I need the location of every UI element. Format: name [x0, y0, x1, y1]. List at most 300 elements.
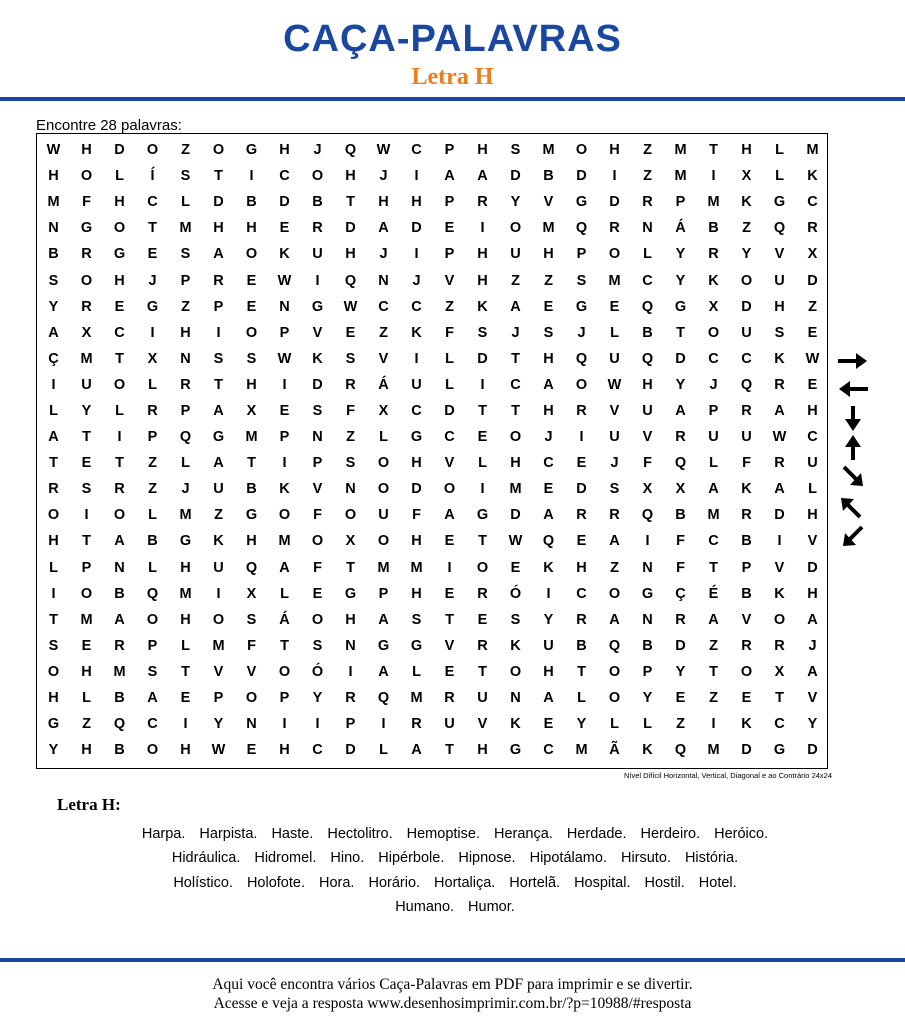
grid-cell: S [345, 350, 356, 367]
grid-cell: Á [378, 376, 389, 393]
grid-cell: T [709, 663, 718, 680]
grid-cell: O [377, 533, 390, 550]
grid-cell: N [642, 220, 653, 237]
grid-cell: E [741, 690, 752, 707]
grid-cell: C [411, 402, 422, 419]
grid-cell: C [312, 742, 323, 759]
grid-cell: H [510, 455, 521, 472]
grid-cell: B [246, 194, 257, 211]
grid-cell: P [345, 716, 356, 733]
grid-cell: T [49, 611, 58, 628]
grid-cell: G [377, 637, 390, 654]
word-list-item: Humor. [468, 898, 515, 915]
grid-cell: H [411, 194, 422, 211]
grid-cell: I [414, 246, 419, 263]
grid-cell: W [343, 298, 358, 315]
grid-cell: H [180, 559, 191, 576]
word-list-item: Hostil. [644, 874, 685, 891]
grid-cell: G [47, 716, 60, 733]
grid-cell: H [279, 742, 290, 759]
grid-cell: O [245, 690, 258, 707]
grid-cell: A [213, 455, 224, 472]
grid-cell: L [775, 142, 784, 159]
grid-cell: O [575, 142, 588, 159]
grid-cell: R [807, 220, 818, 237]
grid-cell: L [643, 246, 652, 263]
grid-cell: L [115, 168, 124, 185]
grid-cell: Q [146, 585, 159, 602]
grid-cell: O [80, 585, 93, 602]
grid-cell: D [807, 559, 818, 576]
grid-cell: U [81, 376, 92, 393]
word-list-item: Holístico. [173, 874, 233, 891]
grid-cell: T [181, 663, 190, 680]
grid-cell: M [575, 742, 588, 759]
grid-cell: L [643, 716, 652, 733]
grid-cell: P [213, 690, 224, 707]
grid-cell: R [741, 402, 752, 419]
grid-cell: V [543, 194, 554, 211]
grid-cell: A [48, 324, 59, 341]
grid-cell: A [807, 663, 818, 680]
grid-cell: O [509, 663, 522, 680]
grid-cell: H [345, 246, 356, 263]
grid-cell: T [148, 220, 157, 237]
footer-line-2: Acesse e veja a resposta www.desenhosimprimir.com.br/?p=10988/#resposta [213, 995, 692, 1012]
grid-cell: O [740, 663, 753, 680]
grid-cell: D [609, 194, 620, 211]
grid-cell: H [246, 533, 257, 550]
grid-cell: Y [642, 690, 653, 707]
grid-cell: M [509, 481, 522, 498]
grid-cell: Z [544, 272, 553, 289]
grid-cell: O [311, 533, 324, 550]
grid-cell: P [675, 194, 686, 211]
grid-cell: Q [641, 298, 654, 315]
grid-cell: U [213, 481, 224, 498]
grid-cell: Z [148, 481, 157, 498]
grid-cell: I [777, 533, 782, 550]
grid-cell: K [477, 298, 488, 315]
grid-cell: K [807, 168, 818, 185]
grid-cell: N [246, 716, 257, 733]
grid-cell: W [376, 142, 391, 159]
grid-cell: C [642, 272, 653, 289]
grid-cell: X [345, 533, 356, 550]
grid-cell: E [246, 298, 257, 315]
grid-cell: S [48, 272, 59, 289]
grid-cell: N [642, 559, 653, 576]
grid-cell: B [114, 690, 125, 707]
word-list-item: Hemoptise. [406, 826, 480, 842]
grid-cell: Y [81, 402, 92, 419]
grid-cell: I [579, 429, 584, 446]
grid-cell: O [113, 376, 126, 393]
grid-cell: H [279, 142, 290, 159]
grid-cell: R [741, 637, 752, 654]
grid-cell: Ã [609, 742, 620, 759]
grid-cell: L [82, 690, 91, 707]
grid-cell: B [741, 533, 752, 550]
grid-cell: Q [542, 533, 555, 550]
grid-cell: R [411, 716, 422, 733]
grid-cell: I [216, 585, 221, 602]
grid-cell: H [477, 272, 488, 289]
grid-cell: O [245, 246, 258, 263]
grid-cell: V [444, 455, 455, 472]
grid-cell: L [709, 455, 718, 472]
grid-cell: X [81, 324, 92, 341]
grid-cell: I [84, 507, 89, 524]
grid-cell: H [81, 142, 92, 159]
grid-cell: Q [344, 142, 357, 159]
grid-cell: D [312, 376, 323, 393]
grid-cell: E [279, 220, 290, 237]
arrow-down-left-icon [836, 524, 870, 550]
grid-cell: L [808, 481, 817, 498]
grid-cell: I [249, 168, 254, 185]
grid-cell: B [675, 507, 686, 524]
grid-cell: A [378, 611, 389, 628]
grid-cell: M [707, 507, 720, 524]
grid-cell: J [577, 324, 586, 341]
grid-cell: A [114, 611, 125, 628]
grid-cell: M [113, 663, 126, 680]
grid-cell: T [346, 194, 355, 211]
grid-cell: Z [181, 142, 190, 159]
grid-cell: R [609, 507, 620, 524]
grid-cell: S [246, 611, 257, 628]
grid-cell: E [444, 663, 455, 680]
grid-cell: U [378, 507, 389, 524]
grid-cell: I [645, 533, 650, 550]
grid-cell: D [576, 481, 587, 498]
grid-cell: I [150, 324, 155, 341]
grid-cell: U [510, 246, 521, 263]
grid-cell: V [774, 246, 785, 263]
grid-cell: B [543, 168, 554, 185]
grid-cell: F [412, 507, 421, 524]
grid-cell: Y [675, 272, 686, 289]
grid-cell: H [543, 350, 554, 367]
word-list-item: Heróico. [714, 826, 769, 842]
grid-cell: G [575, 194, 588, 211]
grid-cell: B [48, 246, 59, 263]
grid-cell: I [216, 324, 221, 341]
grid-cell: O [377, 455, 390, 472]
grid-cell: S [543, 324, 554, 341]
word-search-grid-frame [36, 133, 828, 769]
grid-cell: H [411, 533, 422, 550]
grid-cell: L [49, 559, 58, 576]
grid-cell: E [477, 611, 488, 628]
grid-cell: C [807, 194, 818, 211]
grid-cell: H [477, 142, 488, 159]
grid-cell: R [147, 402, 158, 419]
grid-cell: Q [641, 507, 654, 524]
grid-cell: O [509, 429, 522, 446]
grid-cell: M [245, 429, 258, 446]
grid-cell: E [312, 585, 323, 602]
grid-cell: L [610, 716, 619, 733]
grid-cell: L [49, 402, 58, 419]
grid-cell: B [576, 637, 587, 654]
grid-cell: O [311, 611, 324, 628]
grid-cell: B [642, 637, 653, 654]
grid-cell: O [146, 742, 159, 759]
grid-cell: O [509, 220, 522, 237]
grid-cell: P [147, 429, 158, 446]
grid-cell: H [180, 611, 191, 628]
grid-cell: N [48, 220, 59, 237]
grid-cell: R [774, 455, 785, 472]
grid-cell: T [511, 350, 520, 367]
grid-cell: Z [181, 298, 190, 315]
grid-cell: O [608, 585, 621, 602]
grid-cell: L [478, 455, 487, 472]
grid-cell: O [113, 507, 126, 524]
grid-cell: O [608, 246, 621, 263]
grid-cell: W [277, 272, 292, 289]
grid-cell: E [543, 481, 554, 498]
grid-cell: T [478, 533, 487, 550]
grid-cell: O [377, 481, 390, 498]
grid-cell: A [708, 611, 719, 628]
grid-cell: M [179, 507, 192, 524]
grid-cell: E [609, 298, 620, 315]
grid-cell: I [480, 376, 485, 393]
grid-cell: I [711, 168, 716, 185]
grid-cell: A [378, 220, 389, 237]
grid-cell: G [509, 742, 522, 759]
grid-cell: D [345, 742, 356, 759]
grid-cell: M [212, 637, 225, 654]
grid-cell: C [279, 168, 290, 185]
grid-cell: T [280, 637, 289, 654]
grid-cell: D [477, 350, 488, 367]
grid-cell: D [345, 220, 356, 237]
grid-cell: M [179, 220, 192, 237]
grid-cell: E [510, 559, 521, 576]
grid-cell: T [346, 559, 355, 576]
grid-cell: Q [113, 716, 126, 733]
grid-cell: M [278, 533, 291, 550]
grid-cell: O [278, 663, 291, 680]
grid-cell: A [774, 402, 785, 419]
grid-cell: P [180, 402, 191, 419]
word-list-item: Hidráulica. [171, 850, 241, 867]
arrow-right-icon [836, 348, 870, 374]
grid-cell: A [675, 402, 686, 419]
grid-cell: T [709, 559, 718, 576]
grid-cell: U [543, 637, 554, 654]
grid-cell: F [313, 507, 322, 524]
grid-cell: X [642, 481, 653, 498]
grid-cell: G [773, 742, 786, 759]
arrow-down-right-icon [836, 464, 870, 490]
grid-cell: I [414, 168, 419, 185]
grid-cell: K [774, 585, 785, 602]
grid-cell: O [212, 611, 225, 628]
grid-cell: A [411, 742, 422, 759]
grid-cell: R [675, 429, 686, 446]
instructions: Encontre 28 palavras: [36, 117, 182, 134]
grid-cell: A [609, 533, 620, 550]
grid-cell: I [381, 716, 386, 733]
grid-cell: F [247, 637, 256, 654]
grid-cell: I [282, 376, 287, 393]
grid-cell: P [378, 585, 389, 602]
grid-cell: O [47, 663, 60, 680]
grid-cell: E [675, 690, 686, 707]
grid-cell: H [246, 220, 257, 237]
grid-cell: E [807, 324, 818, 341]
grid-cell: A [279, 559, 290, 576]
footer [0, 975, 905, 1013]
grid-cell: V [477, 716, 488, 733]
grid-cell: W [805, 350, 820, 367]
grid-cell: R [477, 585, 488, 602]
grid-cell: I [612, 168, 617, 185]
grid-cell: E [81, 455, 92, 472]
grid-cell: L [775, 168, 784, 185]
grid-cell: H [345, 611, 356, 628]
grid-cell: O [443, 481, 456, 498]
grid-cell: X [675, 481, 686, 498]
arrow-down-icon [836, 406, 870, 432]
grid-cell: P [642, 663, 653, 680]
grid-cell: M [674, 168, 687, 185]
grid-cell: O [80, 168, 93, 185]
grid-cell: Z [346, 429, 355, 446]
grid-cell: K [213, 533, 224, 550]
grid-cell: E [444, 533, 455, 550]
grid-cell: M [707, 194, 720, 211]
word-list-item: Herdeiro. [640, 826, 701, 842]
grid-cell: H [576, 559, 587, 576]
grid-cell: I [315, 272, 320, 289]
grid-cell: L [412, 663, 421, 680]
grid-cell: A [378, 663, 389, 680]
grid-cell: V [774, 559, 785, 576]
arrow-left-icon [836, 376, 870, 402]
grid-cell: H [378, 194, 389, 211]
grid-cell: S [510, 142, 521, 159]
grid-cell: Ç [48, 350, 59, 367]
word-list-item: Harpa. [141, 826, 186, 842]
grid-cell: H [411, 455, 422, 472]
grid-cell: Y [312, 690, 323, 707]
grid-cell: W [46, 142, 61, 159]
grid-cell: O [278, 507, 291, 524]
grid-cell: O [476, 559, 489, 576]
grid-cell: S [48, 637, 59, 654]
word-list-item: Hectolitro. [327, 826, 393, 842]
grid-cell: Y [807, 716, 818, 733]
grid-cell: G [674, 298, 687, 315]
grid-cell: R [642, 194, 653, 211]
grid-cell: T [82, 533, 91, 550]
grid-cell: T [709, 142, 718, 159]
grid-cell: R [477, 194, 488, 211]
grid-cell: D [774, 507, 785, 524]
grid-cell: K [642, 742, 653, 759]
grid-cell: T [511, 402, 520, 419]
grid-cell: N [180, 350, 191, 367]
grid-cell: T [214, 376, 223, 393]
grid-cell: H [807, 507, 818, 524]
grid-cell: P [444, 194, 455, 211]
grid-cell: P [213, 298, 224, 315]
grid-cell: I [117, 429, 122, 446]
grid-cell: C [543, 742, 554, 759]
grid-cell: T [445, 742, 454, 759]
grid-cell: A [213, 246, 224, 263]
grid-cell: H [543, 246, 554, 263]
grid-cell: B [114, 585, 125, 602]
grid-cell: C [774, 716, 785, 733]
grid-cell: C [411, 298, 422, 315]
word-list-item: História. [684, 850, 739, 867]
grid-cell: S [180, 246, 191, 263]
grid-cell: Z [148, 455, 157, 472]
page-subtitle: Letra H [411, 64, 494, 90]
grid-cell: P [444, 142, 455, 159]
grid-cell: A [147, 690, 158, 707]
grid-cell: F [643, 455, 652, 472]
grid-cell: Z [511, 272, 520, 289]
footer-line-1: Aqui você encontra vários Caça-Palavras em PDF para imprimir e se divertir. [212, 976, 693, 993]
grid-cell: W [508, 533, 523, 550]
grid-cell: Z [742, 220, 751, 237]
grid-cell: C [444, 429, 455, 446]
word-list-item: Hino. [330, 850, 365, 867]
grid-cell: L [181, 194, 190, 211]
word-list [40, 822, 870, 919]
grid-cell: G [410, 637, 423, 654]
level-note: Nível Difícil Horizontal, Vertical, Diagonal e ao Contrário 24x24 [623, 771, 832, 780]
grid-cell: R [213, 272, 224, 289]
grid-cell: Y [741, 246, 752, 263]
grid-cell: H [807, 402, 818, 419]
grid-cell: J [610, 455, 619, 472]
grid-cell: H [114, 194, 125, 211]
grid-cell: X [246, 585, 257, 602]
grid-cell: J [379, 168, 388, 185]
grid-cell: Y [48, 742, 59, 759]
grid-cell: Q [575, 220, 588, 237]
grid-cell: P [81, 559, 92, 576]
grid-cell: L [379, 429, 388, 446]
grid-cell: I [711, 716, 716, 733]
grid-cell: O [212, 142, 225, 159]
grid-cell: K [741, 481, 752, 498]
grid-cell: E [576, 533, 587, 550]
grid-cell: X [741, 168, 752, 185]
grid-cell: Y [48, 298, 59, 315]
grid-cell: P [708, 402, 719, 419]
grid-cell: R [774, 637, 785, 654]
grid-cell: U [609, 350, 620, 367]
word-list-item: Hospital. [574, 874, 631, 891]
grid-cell: D [510, 168, 521, 185]
grid-cell: G [575, 298, 588, 315]
grid-cell: N [642, 611, 653, 628]
grid-cell: J [412, 272, 421, 289]
grid-cell: K [708, 272, 719, 289]
grid-cell: P [576, 246, 587, 263]
grid-cell: Ç [675, 585, 686, 602]
